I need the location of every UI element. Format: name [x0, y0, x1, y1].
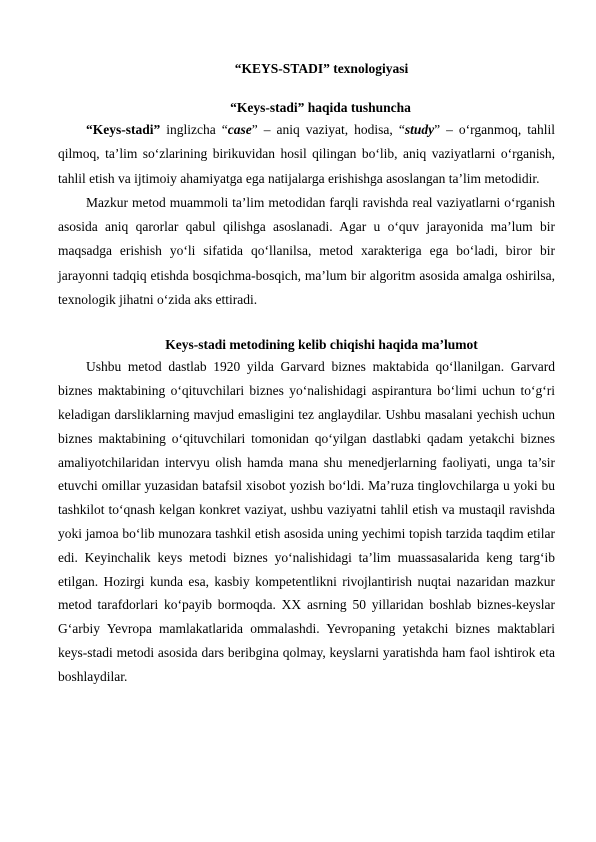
- paragraph-origin-history: Ushbu metod dastlab 1920 yilda Garvard biznes maktabida qo‘llanilgan. Garvard biznes maktabining o‘qituvchilari biznes yo‘nalishidagi aspirantura bo‘limi uchun to‘g‘ri keladigan darsliklarning mavjud emasligini tez anglaydilar. Ushbu masalani yechish uchun biznes maktabining o‘qituvchilari tomonidan qo‘yilgan dastlabki qadam yetakchi biznes amaliyotchilaridan intervyu olish hamda mana shu menedjerlarning faoliyati, unga ta’sir etuvchi omillar yuzasidan batafsil xisobot yozish bo‘ldi. Ma’ruza tinglovchilarga u yoki bu tashkilot to‘qnash kelgan konkret vaziyat, ushbu vaziyatni tahlil etish va mustaqil ravishda yoki jamoa bo‘lib munozara tashkil etish asosida uning yechimi topish tarzida taqdim etilar edi. Keyinchalik keys metodi biznes yo‘nalishidagi ta’lim muassasalarida keng targ‘ib etilgan. Hozirgi kunda esa, kasbiy kompetentlikni rivojlantirish nuqtai nazaridan mazkur metod tarafdorlari ko‘payib bormoqda. XX asrning 50 yillaridan boshlab biznes-keyslar G‘arbiy Yevropa mamlakatlarida ommalashdi. Yevropaning yetakchi biznes maktablari keys-stadi metodi asosida dars beribgina qolmay, keyslarni yaratishda ham faol ishtirok eta boshlaydilar.: [58, 359, 555, 684]
- text-segment: ” – o‘rganmoq, tahlil qilmoq, ta’lim so‘zlarining birikuvidan hosil qilingan bo‘lib, aniq vaziyatlarni o‘rganish, tahlil etish va ijtimoiy ahamiyatga ega natijalarga erishishga asoslangan ta’lim metodidir.: [58, 122, 555, 186]
- term-case: case: [227, 122, 252, 137]
- term-study: study: [404, 122, 435, 137]
- text-segment: ” – aniq vaziyat, hodisa, “: [251, 122, 405, 137]
- section-heading-concept: “Keys-stadi” haqida tushuncha: [230, 100, 411, 115]
- document-page: [58, 58, 555, 689]
- paragraph-definition: [58, 118, 555, 191]
- section-heading-origin: Keys-stadi metodining kelib chiqishi haqida ma’lumot: [165, 337, 478, 353]
- paragraph-method-difference: Mazkur metod muammoli ta’lim metodidan farqli ravishda real vaziyatlarni o‘rganish asosida aniq qarorlar qabul qilishga asoslanadi. Agar u o‘quv jarayonida ma’lum bir maqsadga erishish yo‘li sifatida qo‘llanilsa, metod xarakteriga ega bo‘ladi, biror bir jarayonni tadqiq etishda bosqichma-bosqich, ma’lum bir algoritm asosida amalga oshirilsa, texnologik jihatni o‘zida aks ettiradi.: [58, 194, 555, 308]
- text-segment: inglizcha “: [160, 122, 228, 137]
- document-title: “KEYS-STADI” texnologiyasi: [234, 61, 409, 76]
- term-keys-stadi: “Keys-stadi”: [86, 122, 161, 137]
